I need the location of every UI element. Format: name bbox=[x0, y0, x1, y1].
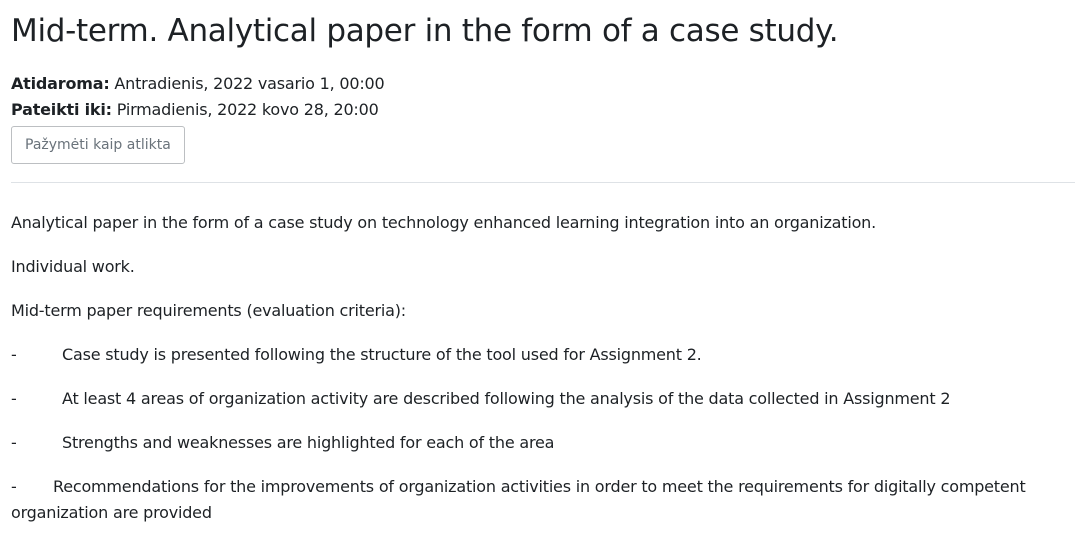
requirement-item bbox=[11, 342, 1075, 368]
bullet-dash: - bbox=[11, 389, 17, 408]
opened-date-label: Atidaroma: bbox=[11, 74, 110, 93]
due-date-value: Pirmadienis, 2022 kovo 28, 20:00 bbox=[116, 100, 379, 119]
mark-as-done-button[interactable]: Pažymėti kaip atlikta bbox=[11, 126, 185, 164]
requirement-text: Recommendations for the improvements of organization activities in order to meet the requirements for digitally competent organization are provided bbox=[11, 477, 1026, 522]
bullet-dash: - bbox=[11, 433, 17, 452]
description-intro: Analytical paper in the form of a case study on technology enhanced learning integration into an organization. bbox=[11, 213, 876, 232]
requirements-heading: Mid-term paper requirements (evaluation criteria): bbox=[11, 301, 406, 320]
due-date-label: Pateikti iki: bbox=[11, 100, 112, 119]
requirement-item bbox=[11, 386, 1075, 412]
requirement-text: Strengths and weaknesses are highlighted for each of the area bbox=[62, 433, 555, 452]
description-work-type: Individual work. bbox=[11, 257, 135, 276]
requirement-item bbox=[11, 430, 1075, 456]
bullet-dash: - bbox=[11, 477, 17, 496]
page-title: Mid-term. Analytical paper in the form of a case study. bbox=[11, 13, 839, 49]
opened-date-row bbox=[11, 71, 384, 97]
assignment-dates bbox=[11, 71, 384, 123]
requirement-item bbox=[11, 474, 1075, 526]
requirement-text: Case study is presented following the structure of the tool used for Assignment 2. bbox=[62, 345, 702, 364]
due-date-row bbox=[11, 97, 384, 123]
requirement-text: At least 4 areas of organization activity are described following the analysis of the data collected in Assignment 2 bbox=[62, 389, 951, 408]
section-divider bbox=[11, 182, 1075, 183]
bullet-dash: - bbox=[11, 345, 17, 364]
assignment-description bbox=[11, 210, 1075, 544]
opened-date-value: Antradienis, 2022 vasario 1, 00:00 bbox=[114, 74, 385, 93]
